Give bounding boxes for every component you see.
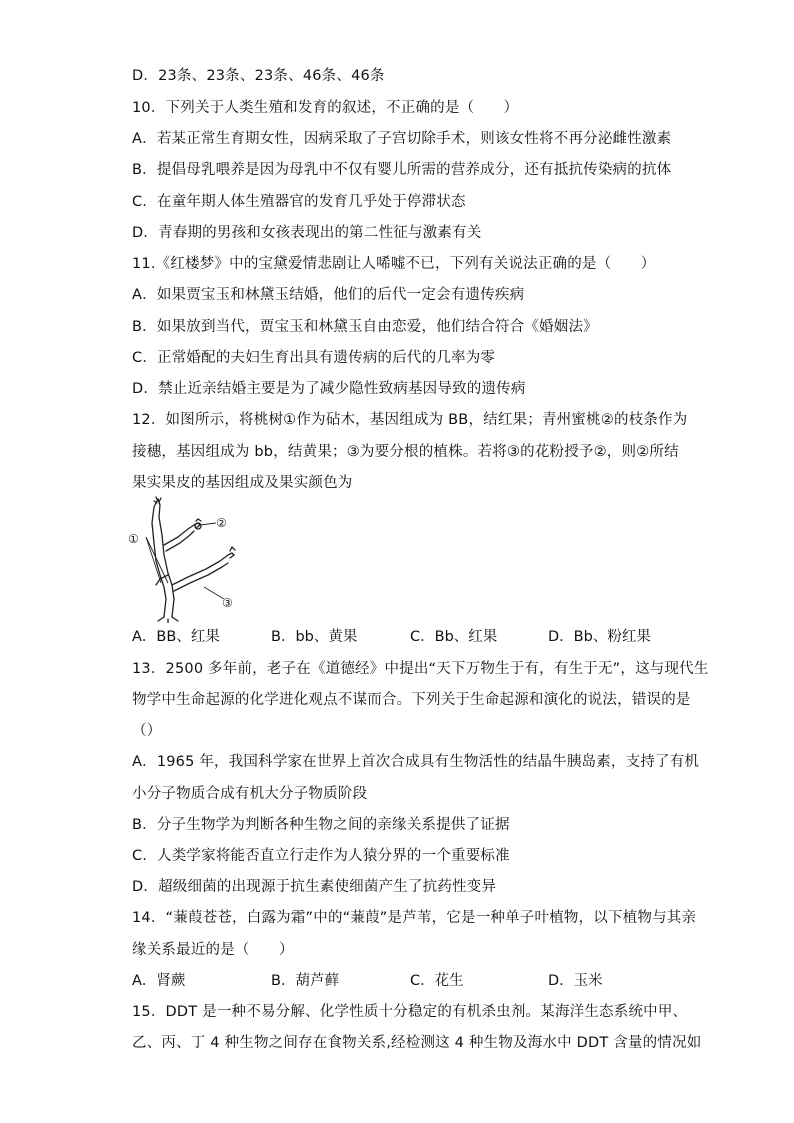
q11-option-c: C．正常婚配的夫妇生育出具有遗传病的后代的几率为零 (132, 350, 496, 366)
q14-option-b: B．葫芦藓 (271, 973, 339, 989)
q10-stem: 10．下列关于人类生殖和发育的叙述，不正确的是（ ） (132, 100, 519, 116)
q13-option-b: B．分子生物学为判断各种生物之间的亲缘关系提供了证据 (132, 817, 510, 833)
q10-option-c: C．在童年期人体生殖器官的发育几乎处于停滞状态 (132, 194, 466, 210)
q10-option-b: B．提倡母乳喂养是因为母乳中不仅有婴儿所需的营养成分，还有抵抗传染病的抗体 (132, 162, 672, 178)
q12-option-d: D．Bb、粉红果 (548, 629, 651, 645)
q11-stem: 11.《红楼梦》中的宝黛爱情悲剧让人唏嘘不已，下列有关说法正确的是（ ） (132, 256, 656, 272)
q14-option-a: A．肾蕨 (132, 973, 186, 989)
q12-option-a: A．BB、红果 (132, 629, 220, 645)
peach-tree-sketch (128, 495, 248, 623)
q12-stem-line1: 12．如图所示，将桃树①作为砧木，基因组成为 BB，结红果；青州蜜桃②的枝条作为 (132, 412, 688, 428)
q12-option-b: B．bb、黄果 (271, 629, 358, 645)
q12-option-c: C．Bb、红果 (410, 629, 498, 645)
q12-stem-line3: 果实果皮的基因组成及果实颜色为 (132, 475, 353, 491)
q10-option-d: D．青春期的男孩和女孩表现出的第二性征与激素有关 (132, 225, 482, 241)
q14-option-d: D．玉米 (548, 973, 603, 989)
label-three: ③ (222, 596, 233, 610)
q13-option-a-line1: A．1965 年，我国科学家在世界上首次合成具有生物活性的结晶牛胰岛素，支持了有机 (132, 754, 700, 770)
q14-stem-line1: 14．“蒹葭苍苍，白露为霜”中的“蒹葭”是芦苇，它是一种单子叶植物，以下植物与其亲 (132, 910, 697, 926)
q15-stem-line2: 乙、丙、丁 4 种生物之间存在食物关系,经检测这 4 种生物及海水中 DDT 含量的情况如 (132, 1035, 702, 1051)
q12-stem-line2: 接穗，基因组成为 bb，结黄果；③为要分根的植株。若将③的花粉授予②，则②所结 (132, 444, 679, 460)
label-two: ② (216, 516, 227, 530)
q10-option-a: A．若某正常生育期女性，因病采取了子宫切除手术，则该女性将不再分泌雌性激素 (132, 131, 672, 147)
grafting-figure (128, 495, 248, 623)
q11-option-b: B．如果放到当代，贾宝玉和林黛玉自由恋爱，他们结合符合《婚姻法》 (132, 319, 598, 335)
q15-stem-line1: 15．DDT 是一种不易分解、化学性质十分稳定的有机杀虫剂。某海洋生态系统中甲、 (132, 1004, 688, 1020)
q14-option-c: C．花生 (410, 973, 464, 989)
q9-option-d: D．23条、23条、23条、46条、46条 (132, 68, 385, 84)
q13-stem-line3: （） (132, 723, 162, 739)
q11-option-d: D．禁止近亲结婚主要是为了减少隐性致病基因导致的遗传病 (132, 381, 526, 397)
q13-stem-line1: 13．2500 多年前，老子在《道德经》中提出“天下万物生于有，有生于无”，这与现代生 (132, 661, 709, 677)
q14-stem-line2: 缘关系最近的是（ ） (132, 942, 294, 958)
q13-option-a-line2: 小分子物质合成有机大分子物质阶段 (132, 786, 368, 802)
q13-stem-line2: 物学中生命起源的化学进化观点不谋而合。下列关于生命起源和演化的说法，错误的是 (132, 692, 691, 708)
label-one: ① (128, 532, 139, 546)
q13-option-c: C．人类学家将能否直立行走作为人猿分界的一个重要标准 (132, 848, 510, 864)
q11-option-a: A．如果贾宝玉和林黛玉结婚，他们的后代一定会有遗传疾病 (132, 287, 525, 303)
q13-option-d: D．超级细菌的出现源于抗生素使细菌产生了抗药性变异 (132, 879, 497, 895)
